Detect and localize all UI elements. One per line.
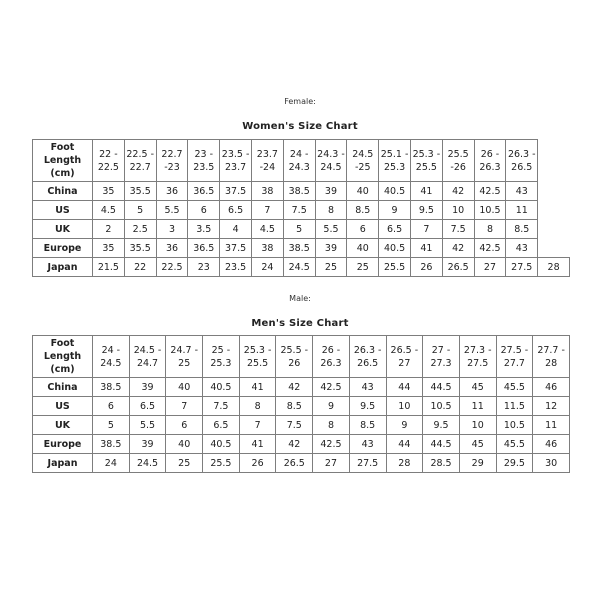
size-cell: 3.5 <box>188 220 220 239</box>
size-cell: 35 <box>93 182 125 201</box>
size-cell: 7 <box>166 397 203 416</box>
foot-length-header <box>33 140 93 182</box>
foot-length-cell <box>251 140 283 182</box>
foot-length-line: 27 - <box>431 344 451 356</box>
size-cell: 41 <box>239 435 276 454</box>
size-cell: 38.5 <box>283 182 315 201</box>
foot-length-cell <box>156 140 188 182</box>
size-cell: 7.5 <box>442 220 474 239</box>
size-cell: 8.5 <box>349 416 386 435</box>
size-cell: 43 <box>506 182 538 201</box>
foot-length-line: 27 <box>398 357 411 369</box>
size-cell: 6 <box>347 220 379 239</box>
size-cell: 42.5 <box>474 182 506 201</box>
size-cell: 38.5 <box>93 378 130 397</box>
size-cell: 42.5 <box>313 378 350 397</box>
size-cell: 10.5 <box>423 397 460 416</box>
foot-length-line: 25 <box>178 357 191 369</box>
size-row-japan <box>33 454 570 473</box>
size-cell: 23.5 <box>220 258 252 277</box>
size-row-europe <box>33 239 570 258</box>
size-row-china <box>33 378 570 397</box>
size-cell: 40.5 <box>379 182 411 201</box>
size-cell: 6.5 <box>203 416 240 435</box>
foot-length-cell <box>459 336 496 378</box>
size-cell: 36 <box>156 182 188 201</box>
foot-length-line: 25.1 - <box>380 148 409 160</box>
size-cell: 35.5 <box>124 239 156 258</box>
foot-length-line: 26 - <box>480 148 500 160</box>
size-cell: 3 <box>156 220 188 239</box>
foot-length-line: -25 <box>355 161 371 173</box>
size-cell: 29 <box>459 454 496 473</box>
size-cell: 8 <box>315 201 347 220</box>
size-cell: 38.5 <box>283 239 315 258</box>
foot-length-header-line: (cm) <box>50 364 75 375</box>
size-cell: 2.5 <box>124 220 156 239</box>
size-cell: 11 <box>506 201 538 220</box>
size-cell: 2 <box>93 220 125 239</box>
women-size-table <box>32 139 570 277</box>
region-label: US <box>33 201 93 220</box>
size-cell: 8.5 <box>506 220 538 239</box>
size-cell: 8.5 <box>276 397 313 416</box>
foot-length-cell <box>315 140 347 182</box>
foot-length-line: 23.5 <box>193 161 215 173</box>
size-cell: 25 <box>347 258 379 277</box>
foot-length-row <box>33 140 570 182</box>
size-cell: 7 <box>239 416 276 435</box>
size-cell: 7 <box>410 220 442 239</box>
size-cell: 9 <box>379 201 411 220</box>
size-cell: 42 <box>442 239 474 258</box>
size-cell: 42 <box>276 378 313 397</box>
size-cell: 38 <box>251 239 283 258</box>
size-cell: 41 <box>410 182 442 201</box>
foot-length-cell <box>474 140 506 182</box>
size-cell: 40 <box>166 435 203 454</box>
foot-length-line: 24.5 <box>320 161 342 173</box>
size-cell: 5 <box>283 220 315 239</box>
foot-length-line: 26.5 <box>511 161 533 173</box>
size-cell: 8.5 <box>347 201 379 220</box>
size-cell: 5.5 <box>156 201 188 220</box>
foot-length-header-line: Length <box>43 155 82 166</box>
size-cell: 26 <box>239 454 276 473</box>
size-cell: 22.5 <box>156 258 188 277</box>
size-cell: 10 <box>386 397 423 416</box>
foot-length-cell <box>203 336 240 378</box>
size-cell: 36.5 <box>188 182 220 201</box>
size-cell: 7.5 <box>283 201 315 220</box>
size-cell: 42.5 <box>313 435 350 454</box>
foot-length-line: 24.5 - <box>133 344 162 356</box>
foot-length-cell <box>276 336 313 378</box>
size-cell: 25 <box>315 258 347 277</box>
size-cell: 40.5 <box>379 239 411 258</box>
size-cell: 5 <box>93 416 130 435</box>
foot-length-line: 25.3 - <box>412 148 441 160</box>
size-cell: 9.5 <box>423 416 460 435</box>
foot-length-line: 22.5 - <box>126 148 154 160</box>
size-cell: 41 <box>410 239 442 258</box>
foot-length-line: 22.5 <box>97 161 119 173</box>
size-cell: 26 <box>410 258 442 277</box>
size-cell: 37.5 <box>220 239 252 258</box>
foot-length-cell <box>93 336 130 378</box>
size-cell: 24 <box>251 258 283 277</box>
foot-length-line: -26 <box>450 161 466 173</box>
size-cell: 40 <box>347 239 379 258</box>
size-cell: 4 <box>220 220 252 239</box>
foot-length-cell <box>313 336 350 378</box>
foot-length-cell <box>283 140 315 182</box>
size-row-uk <box>33 416 570 435</box>
size-cell: 36.5 <box>188 239 220 258</box>
foot-length-line: 25 - <box>211 344 231 356</box>
size-cell: 40 <box>347 182 379 201</box>
size-cell: 9 <box>386 416 423 435</box>
size-cell: 10 <box>459 416 496 435</box>
foot-length-line: 23.7 <box>225 161 247 173</box>
foot-length-line: 25.5 - <box>280 344 309 356</box>
size-cell: 5.5 <box>129 416 166 435</box>
foot-length-cell <box>533 336 570 378</box>
size-row-japan <box>33 258 570 277</box>
size-cell: 42 <box>442 182 474 201</box>
size-cell: 25.5 <box>379 258 411 277</box>
foot-length-line: 26.3 - <box>353 344 382 356</box>
region-label: Japan <box>33 454 93 473</box>
region-label: China <box>33 182 93 201</box>
size-cell: 43 <box>349 378 386 397</box>
region-label: US <box>33 397 93 416</box>
size-cell: 28 <box>386 454 423 473</box>
foot-length-header-line: Foot <box>50 338 75 349</box>
size-cell: 41 <box>239 378 276 397</box>
foot-length-header-line: (cm) <box>50 168 75 179</box>
foot-length-line: 25.5 <box>447 148 469 160</box>
size-cell: 35 <box>93 239 125 258</box>
region-label: Japan <box>33 258 93 277</box>
size-cell: 4.5 <box>251 220 283 239</box>
foot-length-cell <box>423 336 460 378</box>
foot-length-cell <box>496 336 533 378</box>
foot-length-cell <box>442 140 474 182</box>
size-cell: 7.5 <box>203 397 240 416</box>
female-caption: Female: <box>284 97 316 106</box>
size-row-china <box>33 182 570 201</box>
size-cell: 35.5 <box>124 182 156 201</box>
size-cell: 39 <box>315 182 347 201</box>
foot-length-cell <box>349 336 386 378</box>
size-cell: 6.5 <box>379 220 411 239</box>
size-cell: 39 <box>129 435 166 454</box>
size-cell: 40 <box>166 378 203 397</box>
size-row-uk <box>33 220 570 239</box>
foot-length-line: 24.7 - <box>170 344 199 356</box>
size-cell: 6 <box>93 397 130 416</box>
foot-length-cell <box>93 140 125 182</box>
foot-length-cell <box>410 140 442 182</box>
size-cell: 39 <box>315 239 347 258</box>
foot-length-line: 24 - <box>101 344 121 356</box>
size-cell: 45 <box>459 378 496 397</box>
region-label: China <box>33 378 93 397</box>
foot-length-line: 27.5 - <box>500 344 529 356</box>
foot-length-line: 27.3 - <box>463 344 492 356</box>
foot-length-cell <box>347 140 379 182</box>
size-cell: 11.5 <box>496 397 533 416</box>
size-cell: 45.5 <box>496 378 533 397</box>
region-label: Europe <box>33 435 93 454</box>
size-cell: 40.5 <box>203 435 240 454</box>
size-cell: 11 <box>459 397 496 416</box>
size-cell: 27 <box>313 454 350 473</box>
foot-length-line: 24.5 <box>352 148 374 160</box>
size-cell: 44.5 <box>423 435 460 454</box>
foot-length-cell <box>379 140 411 182</box>
size-cell: 5.5 <box>315 220 347 239</box>
size-cell: 26.5 <box>442 258 474 277</box>
foot-length-line: 25.5 <box>247 357 269 369</box>
size-cell: 6.5 <box>220 201 252 220</box>
foot-length-line: 24.3 - <box>317 148 345 160</box>
foot-length-cell <box>220 140 252 182</box>
foot-length-cell <box>506 140 538 182</box>
size-row-europe <box>33 435 570 454</box>
foot-length-line: 24.5 <box>100 357 122 369</box>
size-cell: 27.5 <box>506 258 538 277</box>
size-cell: 27 <box>474 258 506 277</box>
size-cell: 21.5 <box>93 258 125 277</box>
size-cell: 24.5 <box>129 454 166 473</box>
foot-length-cell <box>129 336 166 378</box>
foot-length-cell <box>166 336 203 378</box>
size-cell: 30 <box>533 454 570 473</box>
size-cell: 6 <box>188 201 220 220</box>
foot-length-line: 22 - <box>99 148 118 160</box>
region-label: Europe <box>33 239 93 258</box>
foot-length-cell <box>239 336 276 378</box>
foot-length-line: 25.3 - <box>243 344 272 356</box>
women-size-chart-title: Women's Size Chart <box>242 121 358 132</box>
foot-length-line: 22.7 <box>161 148 183 160</box>
size-cell: 38.5 <box>93 435 130 454</box>
size-cell: 27.5 <box>349 454 386 473</box>
size-cell: 42 <box>276 435 313 454</box>
size-cell: 7.5 <box>276 416 313 435</box>
region-label: UK <box>33 416 93 435</box>
size-cell: 45 <box>459 435 496 454</box>
size-cell: 44 <box>386 378 423 397</box>
size-cell: 24 <box>93 454 130 473</box>
size-row-us <box>33 201 570 220</box>
foot-length-line: 23.5 - <box>221 148 250 160</box>
size-cell: 26.5 <box>276 454 313 473</box>
size-cell: 24.5 <box>283 258 315 277</box>
size-row-us <box>33 397 570 416</box>
size-cell: 8 <box>474 220 506 239</box>
foot-length-line: 27.5 <box>467 357 489 369</box>
size-cell: 25.5 <box>203 454 240 473</box>
foot-length-line: 25.3 <box>210 357 232 369</box>
size-cell: 29.5 <box>496 454 533 473</box>
size-cell: 45.5 <box>496 435 533 454</box>
foot-length-header-line: Foot <box>50 142 75 153</box>
foot-length-line: 23.7 <box>256 148 278 160</box>
size-cell: 22 <box>124 258 156 277</box>
size-cell: 40.5 <box>203 378 240 397</box>
foot-length-line: 26.5 <box>357 357 379 369</box>
size-cell: 37.5 <box>220 182 252 201</box>
foot-length-line: 26.3 <box>479 161 501 173</box>
foot-length-line: 24 - <box>289 148 309 160</box>
size-cell: 23 <box>188 258 220 277</box>
size-cell: 10.5 <box>496 416 533 435</box>
foot-length-line: 26 - <box>321 344 341 356</box>
size-cell: 11 <box>533 416 570 435</box>
size-cell: 9.5 <box>349 397 386 416</box>
size-cell: 36 <box>156 239 188 258</box>
size-cell: 25 <box>166 454 203 473</box>
foot-length-line: 27.7 - <box>537 344 565 356</box>
size-cell: 9.5 <box>410 201 442 220</box>
size-cell: 43 <box>349 435 386 454</box>
size-cell: 42.5 <box>474 239 506 258</box>
foot-length-line: 24.3 <box>288 161 310 173</box>
foot-length-line: 26.3 - <box>507 148 536 160</box>
foot-length-line: 23 - <box>194 148 214 160</box>
foot-length-line: 25.5 <box>415 161 437 173</box>
size-cell: 7 <box>251 201 283 220</box>
size-cell: 6 <box>166 416 203 435</box>
foot-length-header-line: Length <box>43 351 82 362</box>
foot-length-line: 26.3 <box>320 357 342 369</box>
foot-length-cell <box>188 140 220 182</box>
size-cell: 46 <box>533 378 570 397</box>
size-cell: 9 <box>313 397 350 416</box>
foot-length-cell <box>386 336 423 378</box>
foot-length-line: -24 <box>259 161 276 173</box>
size-cell: 10 <box>442 201 474 220</box>
size-cell: 6.5 <box>129 397 166 416</box>
foot-length-line: 27.3 <box>430 357 452 369</box>
size-cell: 44 <box>386 435 423 454</box>
men-size-chart-title: Men's Size Chart <box>251 318 349 329</box>
foot-length-line: 26 <box>288 357 301 369</box>
size-cell: 46 <box>533 435 570 454</box>
foot-length-header <box>33 336 93 378</box>
size-cell: 38 <box>251 182 283 201</box>
foot-length-line: 27.7 <box>503 357 525 369</box>
size-cell: 12 <box>533 397 570 416</box>
size-cell: 8 <box>313 416 350 435</box>
size-cell: 28 <box>538 258 570 277</box>
foot-length-line: 28 <box>545 357 558 369</box>
foot-length-row <box>33 336 570 378</box>
size-cell: 28.5 <box>423 454 460 473</box>
foot-length-line: 22.7 <box>129 161 151 173</box>
size-cell: 44.5 <box>423 378 460 397</box>
size-cell: 8 <box>239 397 276 416</box>
size-cell: 5 <box>124 201 156 220</box>
foot-length-line: 26.5 - <box>390 344 419 356</box>
size-cell: 43 <box>506 239 538 258</box>
foot-length-line: 25.3 <box>383 161 406 173</box>
foot-length-cell <box>124 140 156 182</box>
region-label: UK <box>33 220 93 239</box>
male-caption: Male: <box>289 294 311 303</box>
foot-length-line: 24.7 <box>136 357 159 369</box>
size-cell: 10.5 <box>474 201 506 220</box>
foot-length-line: -23 <box>164 161 180 173</box>
size-cell: 39 <box>129 378 166 397</box>
size-cell: 4.5 <box>93 201 125 220</box>
men-size-table <box>32 335 570 473</box>
